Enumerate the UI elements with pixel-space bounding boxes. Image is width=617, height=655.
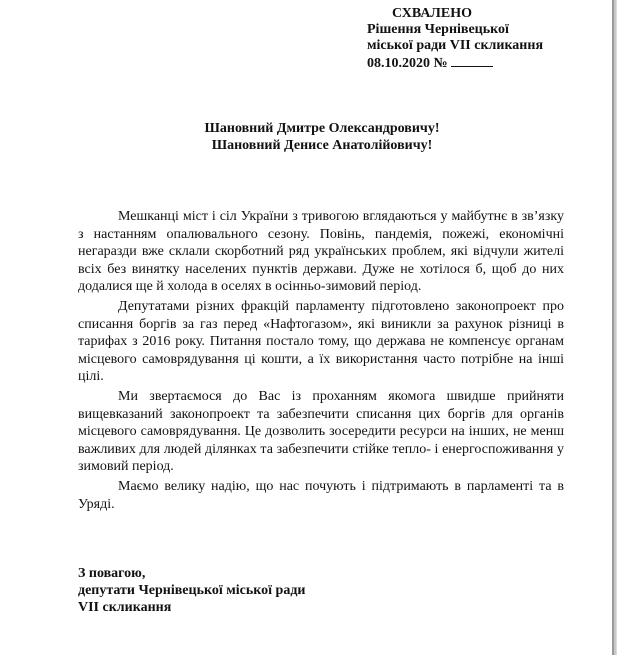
signature-convocation: VII скликання bbox=[78, 600, 172, 615]
salutation bbox=[16, 120, 614, 154]
paragraph-3: Ми звертаємося до Вас із проханням якомога швидше прийняти вищевказаний законопроект та забезпечити списання цих боргів для органів місцевого самоврядування. Це дозволить зосередити ресурси на інших, не менш важливих для людей ділянках та забезпечити стійке тепло- і енергоспоживання у зимовий період. bbox=[78, 388, 564, 475]
approval-date-number: 08.10.2020 № bbox=[367, 56, 448, 71]
signature-signatories: депутати Чернівецької міської ради bbox=[78, 583, 306, 598]
approval-date-line bbox=[367, 54, 543, 72]
letter-body bbox=[78, 208, 564, 513]
signature-closing: З повагою, bbox=[78, 566, 146, 581]
paragraph-4: Маємо велику надію, що нас почують і підтримають в парламенті та в Уряді. bbox=[78, 478, 564, 512]
approval-council-line: міської ради VII скликання bbox=[367, 38, 544, 53]
number-blank-line bbox=[451, 54, 493, 67]
signature-block bbox=[78, 565, 306, 616]
approval-decision-line: Рішення Чернівецької bbox=[367, 22, 509, 37]
salutation-line-1: Шановний Дмитре Олександровичу! bbox=[204, 121, 440, 136]
salutation-line-2: Шановний Денисе Анатолійовичу! bbox=[211, 138, 433, 153]
paragraph-2: Депутатами різних фракцій парламенту підготовлено законопроект про списання боргів за газ перед «Нафтогазом», які виникли за рахунок різниці в тарифах з 2016 року. Питання постало тому, що держава не компенсує органам місцевого самоврядування ці кошти, а їх використання часто потрібне на інші цілі. bbox=[78, 298, 564, 385]
approval-stamp bbox=[367, 6, 543, 72]
paragraph-1: Мешканці міст і сіл України з тривогою вглядаються у майбутнє в зв’язку з настанням опалювального сезону. Повінь, пандемія, пожежі, економічні негаразди вже склали скорботний ряд українських проблем, які відчули жителі всіх без винятку населених пунктів держави. Дуже не хотілося б, щоб до них додалися ще й холода в оселях в осінньо-зимовий період. bbox=[78, 209, 564, 295]
approved-heading: СХВАЛЕНО bbox=[392, 6, 472, 21]
